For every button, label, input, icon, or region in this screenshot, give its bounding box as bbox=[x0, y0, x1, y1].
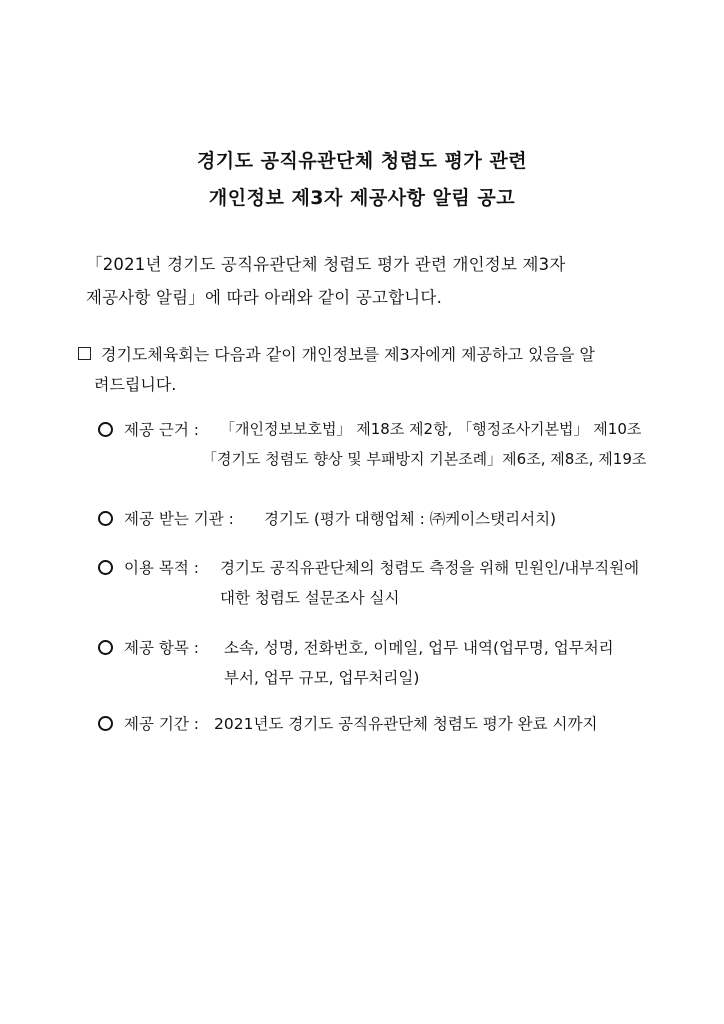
item-label-fields: 제공 항목 : bbox=[124, 639, 199, 657]
item-purpose-line-2: 대한 청렴도 설문조사 실시 bbox=[220, 589, 400, 607]
circle-bullet-icon bbox=[98, 511, 113, 526]
circle-bullet-icon bbox=[98, 560, 113, 575]
item-fields-line-1: 소속, 성명, 전화번호, 이메일, 업무 내역(업무명, 업무처리 bbox=[224, 639, 614, 657]
item-period-line-1: 2021년도 경기도 공직유관단체 청렴도 평가 완료 시까지 bbox=[214, 715, 598, 733]
document-title-line-2: 개인정보 제3자 제공사항 알림 공고 bbox=[208, 187, 516, 209]
circle-bullet-icon bbox=[98, 640, 113, 655]
item-basis-line-2: 「경기도 청렴도 향상 및 부패방지 기본조례」제6조, 제8조, 제19조 bbox=[202, 450, 647, 468]
item-recipient-line-1: 경기도 (평가 대행업체 : ㈜케이스탯리서치) bbox=[264, 510, 557, 528]
item-basis-line-1: 「개인정보보호법」 제18조 제2항, 「행정조사기본법」 제10조 bbox=[220, 420, 642, 438]
document-title-line-1: 경기도 공직유관단체 청렴도 평가 관련 bbox=[196, 150, 528, 172]
item-purpose-line-1: 경기도 공직유관단체의 청렴도 측정을 위해 민원인/내부직원에 bbox=[220, 559, 640, 577]
item-fields-line-2: 부서, 업무 규모, 업무처리일) bbox=[224, 669, 420, 687]
section-heading bbox=[78, 342, 595, 365]
item-label-recipient: 제공 받는 기관 : bbox=[124, 510, 234, 528]
item-label-period: 제공 기간 : bbox=[124, 715, 199, 733]
item-label-purpose: 이용 목적 : bbox=[124, 559, 199, 577]
circle-bullet-icon bbox=[98, 422, 113, 437]
section-line-2: 려드립니다. bbox=[94, 375, 177, 394]
item-label-basis: 제공 근거 : bbox=[124, 421, 199, 439]
intro-line-2: 제공사항 알림」에 따라 아래와 같이 공고합니다. bbox=[86, 288, 443, 307]
intro-line-1: 「2021년 경기도 공직유관단체 청렴도 평가 관련 개인정보 제3자 bbox=[86, 255, 566, 274]
section-line-1: 경기도체육회는 다음과 같이 개인정보를 제3자에게 제공하고 있음을 알 bbox=[101, 345, 596, 364]
circle-bullet-icon bbox=[98, 716, 113, 731]
square-bullet-icon bbox=[78, 347, 91, 360]
